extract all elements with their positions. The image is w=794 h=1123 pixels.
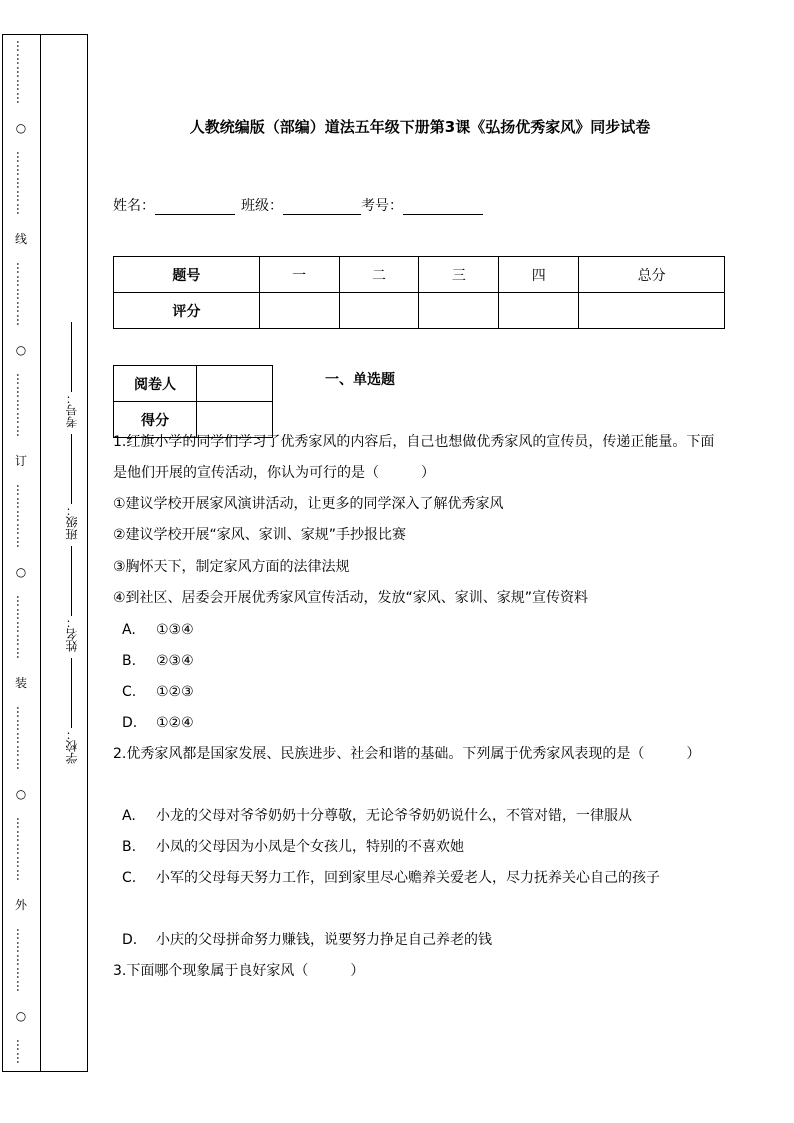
score-table-header: 总分 <box>579 257 725 293</box>
score-cell[interactable] <box>499 293 579 329</box>
option-letter: C. <box>122 870 137 886</box>
binding-mark: ○ <box>15 121 27 135</box>
binding-mark: ○ <box>15 343 27 357</box>
score-label: 得分 <box>114 402 197 438</box>
dotted-line: …………… <box>14 817 28 882</box>
score-cell[interactable] <box>579 293 725 329</box>
student-fields <box>113 195 489 215</box>
option-text: ①③④ <box>156 622 194 638</box>
question-stem: 3.下面哪个现象属于良好家风（ ） <box>113 963 365 979</box>
class-label: 班级： <box>241 198 283 214</box>
option-a[interactable] <box>122 801 722 832</box>
option-text: 小军的父母每天努力工作，回到家里尽心赡养关爱老人，尽力抚养关心自己的孩子 <box>156 870 660 886</box>
binding-class <box>56 432 86 540</box>
class-field[interactable] <box>283 200 361 215</box>
question-statement: ②建议学校开展“家风、家训、家规”手抄报比赛 <box>113 527 407 543</box>
dotted-line: …………… <box>14 373 28 438</box>
fill-line <box>71 434 72 504</box>
option-letter: A. <box>122 622 136 638</box>
option-text: 小凤的父母因为小凤是个女孩儿，特别的不喜欢她 <box>156 839 464 855</box>
dotted-line: …………… <box>14 262 28 327</box>
option-text: 小龙的父母对爷爷奶奶十分尊敬，无论爷爷奶奶说什么，不管对错，一律服从 <box>156 808 632 824</box>
dotted-line: …………… <box>14 928 28 993</box>
question-statement: ①建议学校开展家风演讲活动，让更多的同学深入了解优秀家风 <box>113 496 504 512</box>
binding-marks-column <box>8 40 34 1065</box>
dotted-line: …………… <box>14 151 28 216</box>
score-table-header: 一 <box>259 257 339 293</box>
binding-mark: 装 <box>14 676 27 690</box>
option-text: 小庆的父母拼命努力赚钱，说要努力挣足自己养老的钱 <box>156 932 492 948</box>
score-cell[interactable] <box>419 293 499 329</box>
binding-exam-no-label: 考号： <box>64 392 79 428</box>
binding-mark: ○ <box>15 787 27 801</box>
option-a[interactable] <box>122 615 722 646</box>
binding-mark: ○ <box>15 565 27 579</box>
dotted-line: …………… <box>14 40 28 105</box>
fill-line <box>71 546 72 616</box>
score-table-header: 二 <box>339 257 419 293</box>
dotted-line: …… <box>14 1039 28 1065</box>
binding-mark: 线 <box>14 232 27 246</box>
option-letter: A. <box>122 808 136 824</box>
score-cell[interactable] <box>259 293 339 329</box>
binding-class-label: 班级： <box>64 504 79 540</box>
option-letter: B. <box>122 653 137 669</box>
binding-mark: ○ <box>15 1009 27 1023</box>
binding-mark: 外 <box>14 898 27 912</box>
option-d[interactable] <box>122 925 722 956</box>
question-stem: 2.优秀家风都是国家发展、民族进步、社会和谐的基础。下列属于优秀家风表现的是（ ） <box>113 746 701 762</box>
question-statement: ④到社区、居委会开展优秀家风宣传活动，发放“家风、家训、家规”宣传资料 <box>113 590 589 606</box>
binding-school-label: 学校： <box>64 728 79 764</box>
name-field[interactable] <box>155 200 235 215</box>
option-letter: D. <box>122 715 138 731</box>
option-text: ①②④ <box>156 715 194 731</box>
option-c[interactable] <box>122 677 722 708</box>
option-text: ②③④ <box>156 653 194 669</box>
question-statement: ③胸怀天下，制定家风方面的法律法规 <box>113 559 350 575</box>
grader-row <box>114 366 273 402</box>
score-table-header: 四 <box>499 257 579 293</box>
name-label: 姓名： <box>113 198 155 214</box>
score-table-header: 题号 <box>114 257 260 293</box>
exam-no-field[interactable] <box>403 200 483 215</box>
binding-school <box>56 656 86 764</box>
reviewer-cell[interactable] <box>197 366 273 402</box>
fill-line <box>71 658 72 728</box>
fill-line <box>71 322 72 392</box>
score-table <box>113 256 725 329</box>
binding-name <box>56 544 86 652</box>
option-letter: B. <box>122 839 137 855</box>
score-table-header: 三 <box>419 257 499 293</box>
binding-name-label: 姓名： <box>64 616 79 652</box>
option-letter: D. <box>122 932 138 948</box>
score-table-row <box>114 293 725 329</box>
reviewer-label: 阅卷人 <box>114 366 197 402</box>
page-title: 人教统编版（部编）道法五年级下册第3课《弘扬优秀家风》同步试卷 <box>189 118 651 136</box>
exam-no-label: 考号： <box>361 198 403 214</box>
binding-exam-no <box>56 320 86 428</box>
question-stem: 1.红旗小学的同学们学习了优秀家风的内容后，自己也想做优秀家风的宣传员，传递正能量。下面是他们开展的宣传活动，你认为可行的是（ ） <box>113 434 715 481</box>
option-letter: C. <box>122 684 137 700</box>
option-b[interactable] <box>122 646 722 677</box>
section-heading: 一、单选题 <box>325 372 395 388</box>
dotted-line: …………… <box>14 706 28 771</box>
option-b[interactable] <box>122 832 722 863</box>
option-text: ①②③ <box>156 684 194 700</box>
score-cell[interactable] <box>339 293 419 329</box>
score-row-label: 评分 <box>114 293 260 329</box>
student-info-column <box>56 320 86 780</box>
option-d[interactable] <box>122 708 722 739</box>
dotted-line: …………… <box>14 595 28 660</box>
option-c[interactable] <box>122 863 722 894</box>
binding-mark: 订 <box>14 454 27 468</box>
binding-divider <box>40 34 41 1072</box>
dotted-line: …………… <box>14 484 28 549</box>
score-table-header-row <box>114 257 725 293</box>
